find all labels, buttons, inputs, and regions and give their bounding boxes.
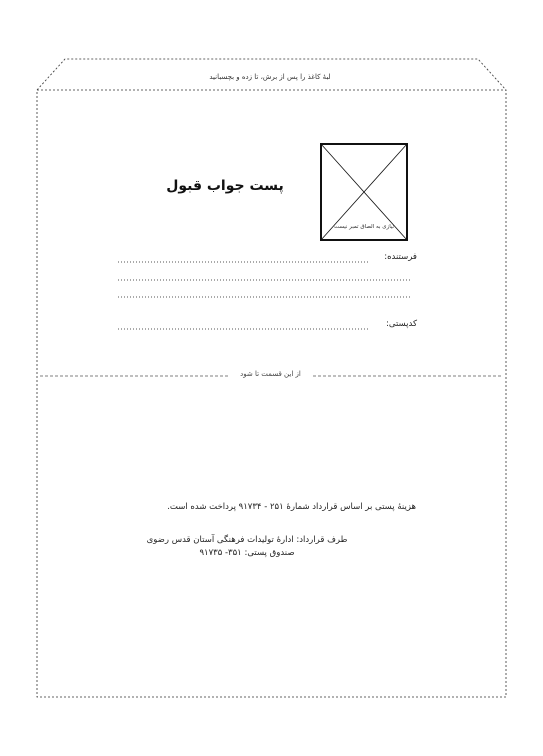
contract-party: طرف قرارداد: ادارهٔ تولیدات فرهنگی آستان قدس رضوی <box>146 535 348 545</box>
page-title: پست جواب قبول <box>166 178 284 194</box>
postal-code-label: کدپستی: <box>386 319 417 329</box>
po-box: صندوق پستی: ۳۵۱- ۹۱۷۳۵ <box>199 548 295 558</box>
cut-line-label: از این قسمت تا شود <box>228 370 313 378</box>
stamp-note: نیازی به الصاق تمبر نیست <box>333 224 395 230</box>
sender-label: فرستنده: <box>384 252 417 262</box>
flap-instruction: لبهٔ کاغذ را پس از برش، تا زده و بچسبانید <box>209 73 331 81</box>
postage-fee-note: هزینهٔ پستی بر اساس قرارداد شمارهٔ ۲۵۱ - ۹۱۷۳۴ پرداخت شده است. <box>167 502 416 512</box>
